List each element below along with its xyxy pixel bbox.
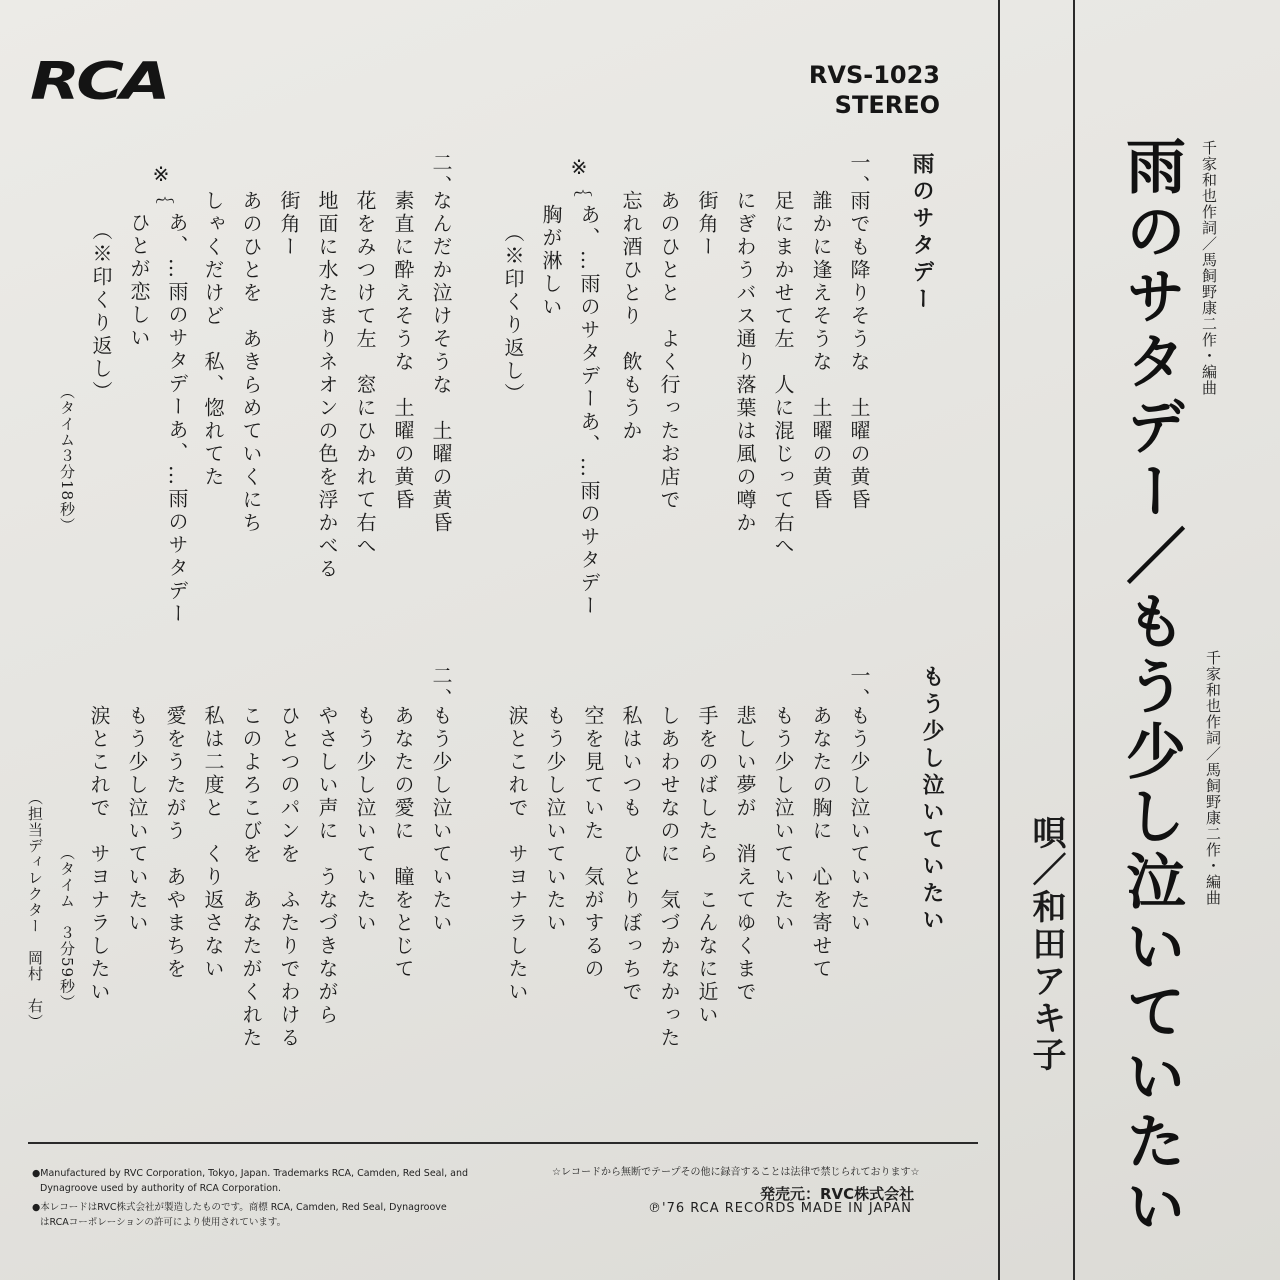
lyric-line: 胸が淋しい xyxy=(539,204,563,319)
director-credit: （担当ディレクター 岡村 右） xyxy=(26,790,44,1030)
song-a-verse2-no: 二、 xyxy=(429,152,453,198)
lyric-line: 街角ー xyxy=(695,190,719,259)
chorus-brace: ︷ xyxy=(571,178,592,199)
lyric-line: 空を見ていた 気がするの xyxy=(581,705,605,981)
lyric-line: 手をのばしたら こんなに近い xyxy=(695,705,719,1027)
main-title: 雨のサタデー／もう少し泣いていたい xyxy=(1116,135,1186,1240)
lyric-line: なんだか泣けそうな 土曜の黄昏 xyxy=(429,190,453,535)
song-b-verse2-no: 二、 xyxy=(429,665,453,711)
rca-logo: RCA xyxy=(30,52,167,112)
lyric-line: あのひとを あきらめていくにち xyxy=(239,190,263,535)
song-b-time: （タイム ３分59秒） xyxy=(58,845,76,1011)
lyric-line: あ、…雨のサタデーあ、…雨のサタデー xyxy=(577,204,601,618)
lyric-line: もう少し泣いていたい xyxy=(771,705,795,935)
footer-japanese-line-1: ●本レコードはRVC株式会社が製造したものです。商標 RCA, Camden, Red Seal, Dynagroove xyxy=(32,1202,447,1213)
chorus-mark: ※ xyxy=(149,162,173,189)
lyric-line: 誰かに逢えそうな 土曜の黄昏 xyxy=(809,190,833,512)
lyric-line: 忘れ酒ひとり 飲もうか xyxy=(619,190,643,443)
lyric-line: 街角ー xyxy=(277,190,301,259)
song-a-credit: 千家和也作詞／馬飼野康二作・編曲 xyxy=(1200,140,1218,396)
lyric-line: もう少し泣いていたい xyxy=(125,705,149,935)
lyric-line: このよろこびを あなたがくれた xyxy=(239,705,263,1050)
lyric-line: あなたの愛に 瞳をとじて xyxy=(391,705,415,981)
footer-divider-line xyxy=(28,1142,978,1144)
lyric-line: 地面に水たまりネオンの色を浮かべる xyxy=(315,190,339,581)
chorus-mark: ※ xyxy=(567,155,591,182)
lyric-line: 愛をうたがう あやまちを xyxy=(163,705,187,981)
catalog-info xyxy=(780,60,940,120)
right-border-line xyxy=(998,0,1000,1280)
stereo-label: STEREO xyxy=(834,91,940,119)
lyric-line: もう少し泣いていたい xyxy=(353,705,377,935)
lyric-line: 雨でも降りそうな 土曜の黄昏 xyxy=(847,190,871,512)
chorus-brace: ︷ xyxy=(153,185,174,206)
lyric-line: ひとが恋しい xyxy=(127,212,151,350)
repeat-note: （※印くり返し） xyxy=(89,220,113,404)
song-b-credit: 千家和也作詞／馬飼野康二作・編曲 xyxy=(1204,650,1222,906)
singer-credit: 唄／和田アキ子 xyxy=(1026,815,1066,1074)
lyric-line: あのひとと よく行ったお店で xyxy=(657,190,681,512)
lyric-line: ひとつのパンを ふたりでわける xyxy=(277,705,301,1050)
song-a-verse1-no: 一、 xyxy=(847,152,871,198)
title-divider-line xyxy=(1073,0,1075,1280)
copyright-line: ℗'76 RCA RECORDS MADE IN JAPAN xyxy=(648,1201,912,1216)
lyric-line: 足にまかせて左 人に混じって右へ xyxy=(771,190,795,558)
song-a-time: （タイム３分18秒） xyxy=(58,384,76,534)
lyric-line: あ、…雨のサタデーあ、…雨のサタデー xyxy=(165,212,189,626)
song-b-verse1-no: 一、 xyxy=(847,665,871,711)
footer-english-line-1: ●Manufactured by RVC Corporation, Tokyo, Japan. Trademarks RCA, Camden, Red Seal, and xyxy=(32,1168,469,1179)
lyric-line: にぎわうバス通り落葉は風の噂か xyxy=(733,190,757,535)
recording-warning: ☆レコードから無断でテープその他に録音することは法律で禁じられております☆ xyxy=(552,1167,920,1178)
lyric-line: 私はいつも ひとりぼっちで xyxy=(619,705,643,1004)
catalog-number: RVS-1023 xyxy=(808,61,940,89)
lyric-line: もう少し泣いていたい xyxy=(543,705,567,935)
lyric-line: 涙とこれで サヨナラしたい xyxy=(87,705,111,1004)
song-a-title: 雨のサタデー xyxy=(909,152,935,314)
lyric-line: 私は二度と くり返さない xyxy=(201,705,225,981)
lyric-line: あなたの胸に 心を寄せて xyxy=(809,705,833,981)
repeat-note: （※印くり返し） xyxy=(501,222,525,406)
lyric-line: 悲しい夢が 消えてゆくまで xyxy=(733,705,757,1004)
lyric-line: 花をみつけて左 窓にひかれて右へ xyxy=(353,190,377,558)
lyric-line: 涙とこれで サヨナラしたい xyxy=(505,705,529,1004)
lyric-line: 素直に酔えそうな 土曜の黄昏 xyxy=(391,190,415,512)
publisher: 発売元：RVC株式会社 xyxy=(760,1185,915,1203)
lyric-line: もう少し泣いていたい xyxy=(847,705,871,935)
song-b-title: もう少し泣いていたい xyxy=(919,665,945,935)
footer-japanese-line-2: はRCAコーポレーションの許可により使用されています。 xyxy=(40,1217,287,1228)
lyric-line: しゃくだけど 私、惚れてた xyxy=(201,190,225,489)
footer-english-line-2: Dynagroove used by authority of RCA Corporation. xyxy=(40,1183,282,1194)
lyric-line: やさしい声に うなづきながら xyxy=(315,705,339,1027)
lyric-line: もう少し泣いていたい xyxy=(429,705,453,935)
lyric-line: しあわせなのに 気づかなかった xyxy=(657,705,681,1050)
